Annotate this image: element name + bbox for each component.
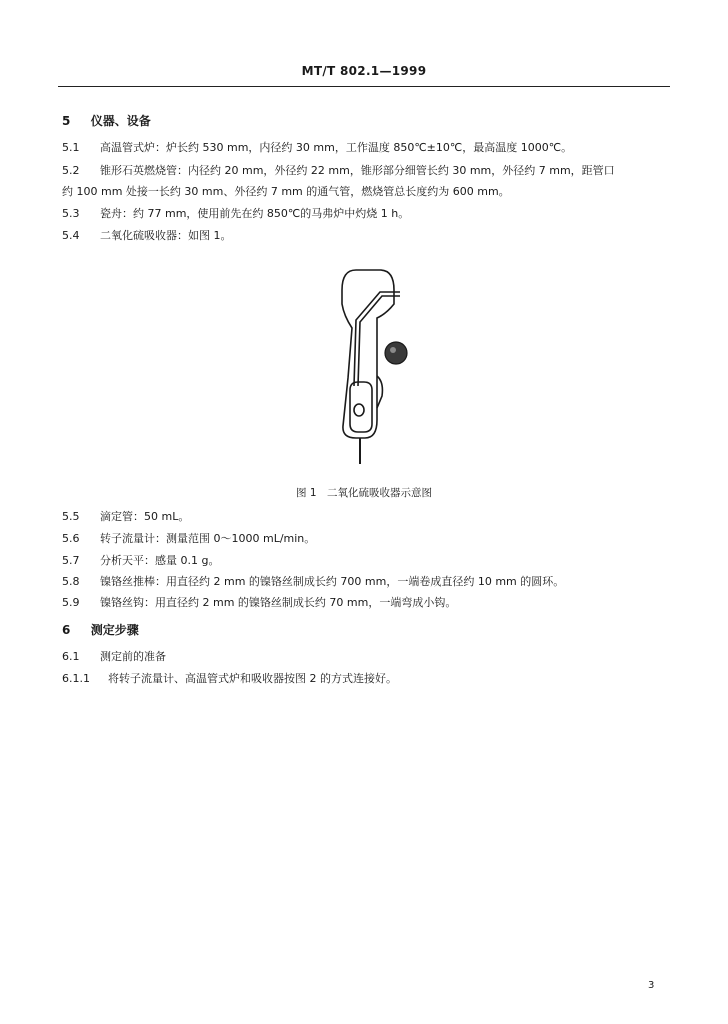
item-text: 分析天平：感量 0.1 g。: [100, 554, 220, 567]
page-header: MT/T 802.1—1999: [301, 64, 427, 78]
item-number: 5.9: [62, 596, 80, 609]
frit-oval: [354, 404, 364, 416]
item-number: 5.7: [62, 554, 80, 567]
item-5-5: [62, 508, 189, 524]
section-6-number: 6: [62, 623, 71, 637]
item-5-9: [62, 594, 456, 610]
item-text: 镍铬丝钩：用直径约 2 mm 的镍铬丝制成长约 70 mm，一端弯成小钩。: [100, 596, 457, 609]
side-connector: [377, 376, 382, 408]
item-text: 滴定管：50 mL。: [100, 510, 190, 523]
item-5-7: [62, 552, 219, 568]
item-number: 5.1: [62, 141, 80, 154]
item-number: 6.1.1: [62, 672, 90, 685]
stopper-circle: [385, 342, 407, 364]
item-5-2: [62, 162, 615, 178]
item-number: 5.6: [62, 532, 80, 545]
item-text: 转子流量计：测量范围 0～1000 mL/min。: [100, 532, 316, 545]
section-6-title: 测定步骤: [90, 623, 139, 637]
section-5-heading: [62, 112, 151, 129]
item-text: 镍铬丝推棒：用直径约 2 mm 的镍铬丝制成长约 700 mm，一端卷成直径约 10 mm 的圆环。: [100, 575, 565, 588]
item-text: 将转子流量计、高温管式炉和吸收器按图 2 的方式连接好。: [108, 672, 397, 685]
item-5-6: [62, 530, 315, 546]
item-number: 5.2: [62, 164, 80, 177]
absorber-bulb: [350, 382, 372, 432]
item-5-8: [62, 573, 564, 589]
item-number: 6.1: [62, 650, 80, 663]
item-6-1: [62, 648, 166, 664]
item-5-2-continuation: 约 100 mm 处接一长约 30 mm、外径约 7 mm 的通气管，燃烧管总长度约为 600 mm。: [62, 185, 510, 198]
item-text: 高温管式炉：炉长约 530 mm，内径约 30 mm，工作温度 850℃±10℃，最高温度 1000℃。: [100, 141, 573, 154]
item-number: 5.5: [62, 510, 80, 523]
figure-1-caption: 图 1 二氧化硫吸收器示意图: [295, 487, 433, 499]
item-6-1-1: [62, 670, 397, 686]
item-text: 瓷舟：约 77 mm，使用前先在约 850℃的马弗炉中灼烧 1 h。: [100, 207, 410, 220]
item-text: 二氧化硫吸收器：如图 1。: [100, 229, 232, 242]
page-number: 3: [648, 980, 655, 991]
section-5-title: 仪器、设备: [90, 114, 151, 128]
header-rule: [58, 86, 670, 87]
item-5-1: [62, 139, 572, 155]
figure-1-absorber-diagram: [330, 258, 420, 468]
section-6-heading: [62, 621, 139, 638]
item-number: 5.8: [62, 575, 80, 588]
stopper-highlight: [390, 347, 396, 353]
item-number: 5.3: [62, 207, 80, 220]
item-number: 5.4: [62, 229, 80, 242]
item-text: 测定前的准备: [100, 650, 166, 663]
section-5-number: 5: [62, 114, 71, 128]
item-5-3: [62, 205, 409, 221]
item-5-4: [62, 227, 232, 243]
item-text: 锥形石英燃烧管：内径约 20 mm，外径约 22 mm，锥形部分细管长约 30 mm，外径约 7 mm，距管口: [100, 164, 615, 177]
